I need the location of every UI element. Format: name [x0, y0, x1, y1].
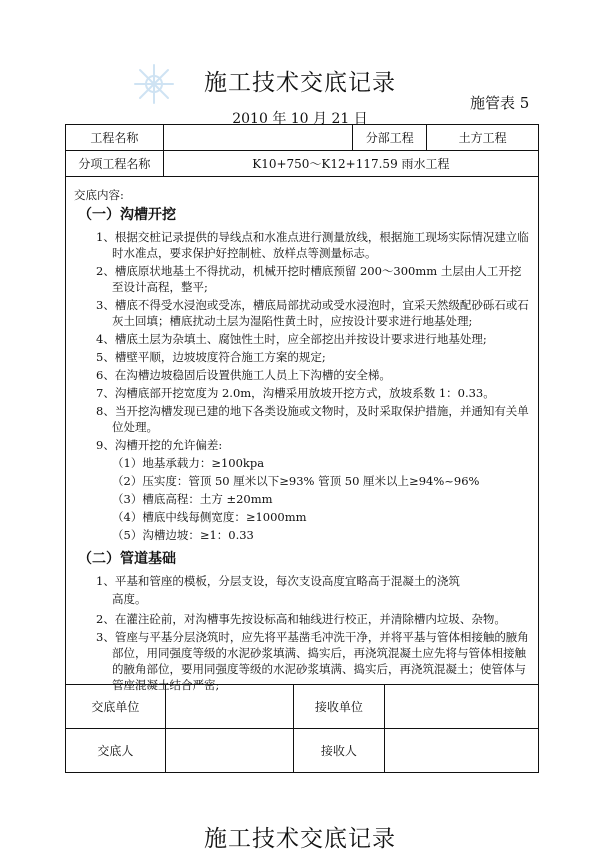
footer-title: 施工技术交底记录	[204, 826, 396, 852]
list-item: 3、槽底不得受水浸泡或受冻，槽底局部扰动或受水浸泡时，宜采天然级配砂砾石或石灰土回填；槽底扰动土层为湿陷性黄土时，应按设计要求进行地基处理;	[96, 298, 529, 328]
tolerance-item: （1）地基承载力：≥100kpa	[112, 456, 265, 470]
handover-unit-value	[165, 685, 293, 729]
receiver-value	[385, 729, 539, 773]
list-item: 7、沟槽底部开挖宽度为 2.0m，沟槽采用放坡开挖方式，放坡系数 1：0.33。	[96, 386, 495, 400]
handover-person-value	[165, 729, 293, 773]
project-name-label: 工程名称	[66, 125, 164, 151]
receive-unit-value	[385, 685, 539, 729]
division-label: 分部工程	[353, 125, 427, 151]
list-item-continuation: 高度。	[112, 592, 147, 606]
tolerance-item: （3）槽底高程：土方 ±20mm	[112, 492, 273, 506]
tolerance-item: （5）沟槽边坡：≥1：0.33	[112, 528, 254, 542]
header-row-project	[66, 125, 539, 151]
project-name-value	[163, 125, 353, 151]
list-item: 5、槽壁平顺，边坡坡度符合施工方案的规定;	[96, 350, 326, 364]
subitem-value: K10+750～K12+117.59 雨水工程	[163, 151, 538, 177]
section-heading-trench: （一）沟槽开挖	[78, 207, 176, 223]
form-number: 施管表 5	[470, 94, 530, 112]
subitem-label: 分项工程名称	[66, 151, 164, 177]
document-title: 施工技术交底记录	[204, 70, 396, 96]
header-table	[65, 124, 539, 177]
list-item: 9、沟槽开挖的允许偏差:	[96, 438, 223, 452]
list-item: 4、槽底土层为杂填土、腐蚀性土时，应全部挖出并按设计要求进行地基处理;	[96, 332, 487, 346]
list-item: 6、在沟槽边坡稳固后设置供施工人员上下沟槽的安全梯。	[96, 368, 391, 382]
section-heading-foundation: （二）管道基础	[78, 551, 176, 567]
list-item: 8、当开挖沟槽发现已建的地下各类设施或文物时，及时采取保护措施，并通知有关单位处理。	[96, 404, 529, 434]
signature-table	[65, 684, 539, 773]
handover-content	[65, 177, 539, 692]
signature-row-unit	[66, 685, 539, 729]
receive-unit-label: 接收单位	[293, 685, 385, 729]
list-item: 1、平基和管座的模板，分层支设，每次支设高度宜略高于混凝土的浇筑	[96, 574, 460, 588]
content-label: 交底内容:	[74, 188, 124, 202]
handover-person-label: 交底人	[66, 729, 166, 773]
division-value: 土方工程	[427, 125, 539, 151]
tolerance-item: （2）压实度：管顶 50 厘米以下≥93% 管顶 50 厘米以上≥94%~96%	[112, 474, 480, 488]
handover-unit-label: 交底单位	[66, 685, 166, 729]
tolerance-item: （4）槽底中线每侧宽度：≥1000mm	[112, 510, 307, 524]
list-item: 2、在灌注砼前，对沟槽事先按设标高和轴线进行校正，并清除槽内垃圾、杂物。	[96, 612, 506, 626]
header-row-subitem	[66, 151, 539, 177]
list-item: 1、根据交桩记录提供的导线点和水准点进行测量放线，根据施工现场实际情况建立临时水准点，要求保护好控制桩、放样点等测量标志。	[96, 230, 529, 260]
list-item: 3、管座与平基分层浇筑时，应先将平基凿毛冲洗干净，并将平基与管体相接触的腋角部位，用同强度等级的水泥砂浆填满、捣实后，再浇筑混凝土应先将与管体相接触的腋角部位，要用同强度等级的水泥砂浆填满、捣实后，再浇筑混凝土；使管体与管座混凝土结合严密;	[96, 630, 529, 692]
list-item: 2、槽底原状地基土不得扰动，机械开挖时槽底预留 200～300mm 土层由人工开挖至设计高程，整平;	[96, 264, 522, 294]
signature-row-person	[66, 729, 539, 773]
receiver-label: 接收人	[293, 729, 385, 773]
document-date: 2010 年 10 月 21 日	[232, 111, 368, 127]
